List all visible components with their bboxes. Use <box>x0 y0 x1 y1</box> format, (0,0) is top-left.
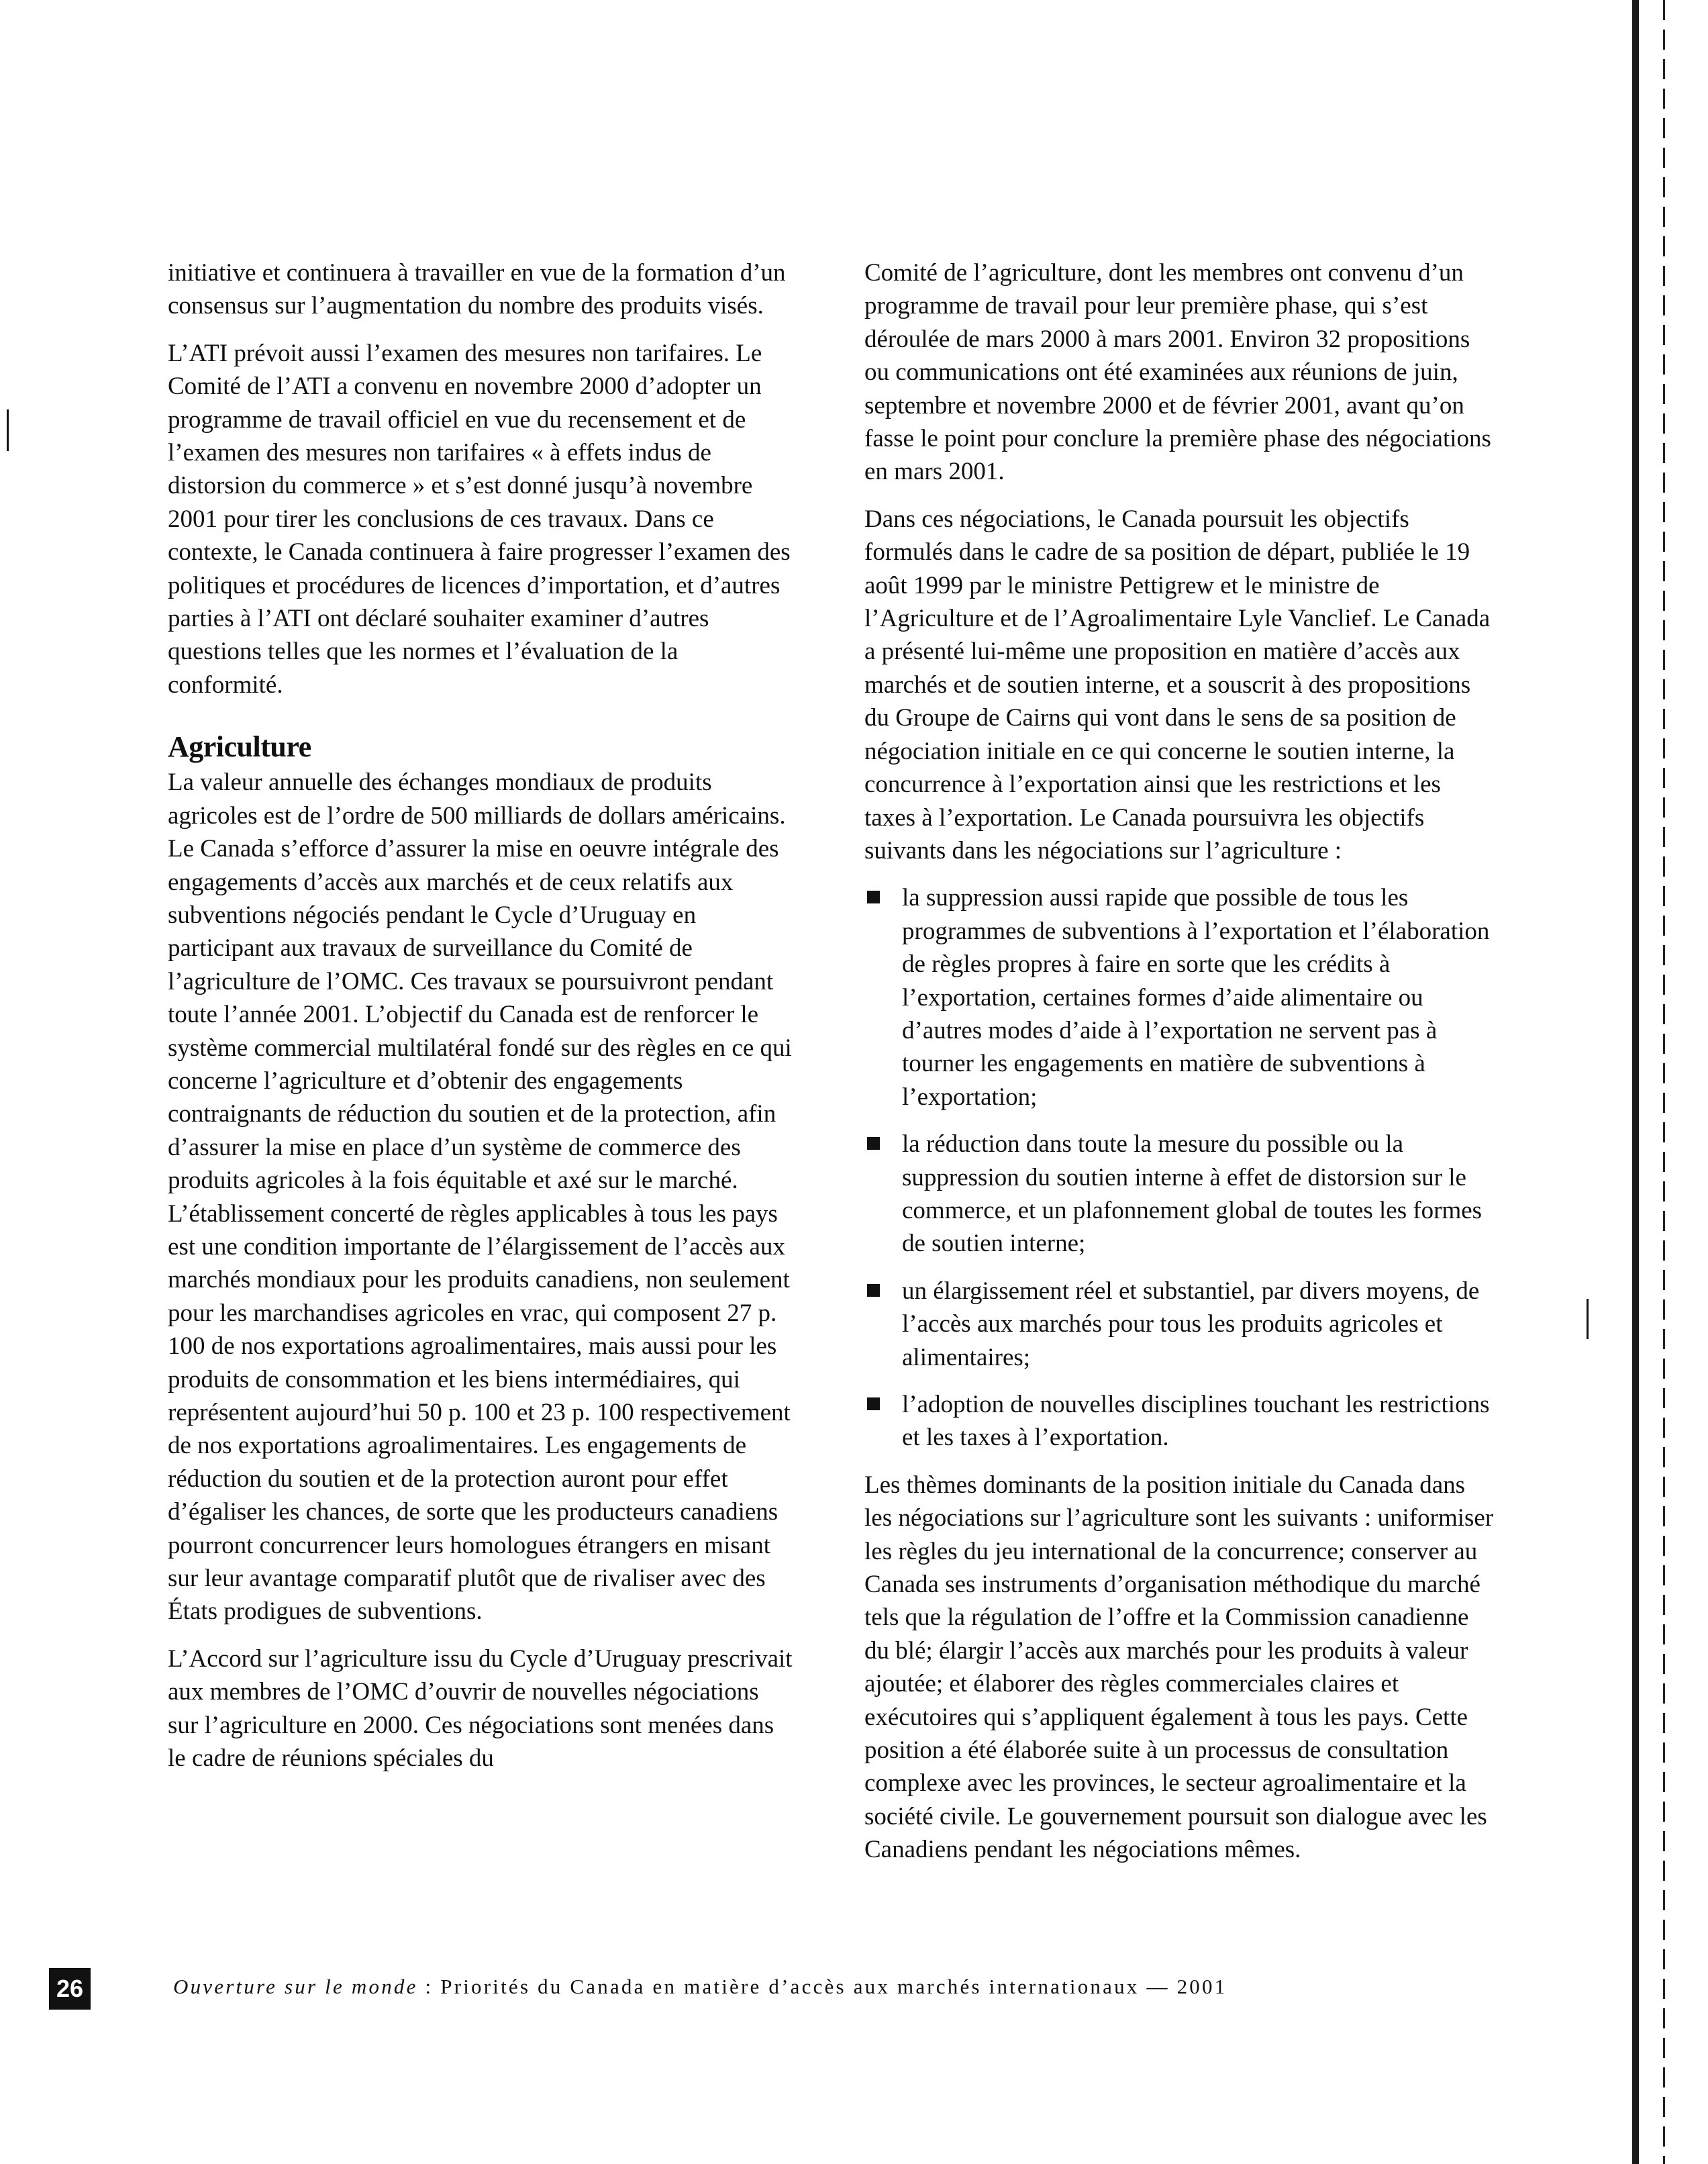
right-column <box>864 256 1495 1881</box>
paragraph-agriculture-trade: La valeur annuelle des échanges mondiaux de produits agricoles est de l’ordre de 500 milliards de dollars américains. Le Canada s’efforce d’assurer la mise en oeuvre intégrale des engagements d’accès aux marchés et de ceux relatifs aux subventions négociés pendant le Cycle d’Uruguay en participant aux travaux de surveillance du Comité de l’agriculture de l’OMC. Ces travaux se poursuivront pendant toute l’année 2001. L’objectif du Canada est de renforcer le système commercial multilatéral fondé sur des règles en ce qui concerne l’agriculture et d’obtenir des engagements contraignants de réduction du soutien et de la protection, afin d’assurer la mise en place d’un système de commerce des produits agricoles à la fois équitable et axé sur le marché. L’établissement concerté de règles applicables à tous les pays est une condition importante de l’élargissement de l’accès aux marchés mondiaux pour les produits canadiens, non seulement pour les marchandises agricoles en vrac, qui composent 27 p. 100 de nos exportations agroalimentaires, mais aussi pour les produits de consommation et les biens intermédiaires, qui représentent aujourd’hui 50 p. 100 et 23 p. 100 respectivement de nos exportations agroalimentaires. Les engagements de réduction du soutien et de la protection auront pour effet d’égaliser les chances, de sorte que les producteurs canadiens pourront concurrencer leurs homologues étrangers en misant sur leur avantage comparatif plutôt que de rivaliser avec des États prodigues de subventions. <box>168 769 792 1626</box>
square-bullet-icon <box>867 1137 880 1150</box>
paragraph-uruguay-accord: L’Accord sur l’agriculture issu du Cycle d’Uruguay prescrivait aux membres de l’OMC d’ouvrir de nouvelles négociations sur l’agriculture en 2000. Ces négociations sont menées dans le cadre de réunions spéciales du <box>168 1644 793 1773</box>
list-item: la réduction dans toute la mesure du possible ou la suppression du soutien interne à effet de distorsion sur le commerce, et un plafonnement global de toutes les formes de soutien interne; <box>864 1128 1495 1261</box>
paragraph-committee-program: Comité de l’agriculture, dont les membres ont convenu d’un programme de travail pour leur première phase, qui s’est déroulée de mars 2000 à mars 2001. Environ 32 propositions ou communications ont été examinées aux réunions de juin, septembre et novembre 2000 et de février 2001, avant qu’on fasse le point pour conclure la première phase des négociations en mars 2001. <box>864 259 1491 486</box>
footer-title-italic: Ouverture sur le monde <box>173 1975 418 1998</box>
footer-title-rest: : Priorités du Canada en matière d’accès aux marchés internationaux — 2001 <box>417 1975 1227 1998</box>
margin-mark-left <box>7 409 9 451</box>
running-footer <box>173 1973 1462 2000</box>
list-item: l’adoption de nouvelles disciplines touchant les restrictions et les taxes à l’exportation. <box>864 1388 1495 1455</box>
objectives-list <box>864 881 1495 1455</box>
page-number: 26 <box>49 1968 91 2010</box>
paragraph-continuation: initiative et continuera à travailler en vue de la formation d’un consensus sur l’augmentation du nombre des produits visés. <box>168 259 786 320</box>
page-edge-dashed-line <box>1663 0 1665 2164</box>
paragraph-dominant-themes: Les thèmes dominants de la position initiale du Canada dans les négociations sur l’agriculture sont les suivants : uniformiser les règles du jeu international de la concurrence; conserver au Canada ses instruments d’organisation méthodique du marché tels que la régulation de l’offre et la Commission canadienne du blé; élargir l’accès aux marchés pour les produits à valeur ajoutée; et élaborer des règles commerciales claires et exécutoires qui s’appliquent également à tous les pays. Cette position a été élaborée suite à un processus de consultation complexe avec les provinces, le secteur agroalimentaire et la société civile. Le gouvernement poursuit son dialogue avec les Canadiens pendant les négociations mêmes. <box>864 1471 1494 1864</box>
square-bullet-icon <box>867 1284 880 1297</box>
paragraph-canada-objectives: Dans ces négociations, le Canada poursuit les objectifs formulés dans le cadre de sa position de départ, publiée le 19 août 1999 par le ministre Pettigrew et le ministre de l’Agriculture et de l’Agroalimentaire Lyle Vanclief. Le Canada a présenté lui-même une proposition en matière d’accès aux marchés et de soutien interne, et a souscrit à des propositions du Groupe de Cairns qui vont dans le sens de sa position de négociation initiale en ce qui concerne le soutien interne, la concurrence à l’exportation ainsi que les restrictions et les taxes à l’exportation. Le Canada poursuivra les objectifs suivants dans les négociations sur l’agriculture : <box>864 505 1491 865</box>
list-item: un élargissement réel et substantiel, par divers moyens, de l’accès aux marchés pour tous les produits agricoles et alimentaires; <box>864 1275 1495 1374</box>
square-bullet-icon <box>867 891 880 903</box>
section-heading-agriculture: Agriculture <box>168 730 311 764</box>
list-item: la suppression aussi rapide que possible de tous les programmes de subventions à l’exportation et l’élaboration de règles propres à faire en sorte que les crédits à l’exportation, certaines formes d’aide alimentaire ou d’autres modes d’aide à l’exportation ne servent pas à tourner les engagements en matière de subventions à l’exportation; <box>864 881 1495 1114</box>
square-bullet-icon <box>867 1397 880 1410</box>
page-edge-shadow <box>1632 0 1639 2164</box>
paragraph-ati-non-tariff: L’ATI prévoit aussi l’examen des mesures non tarifaires. Le Comité de l’ATI a convenu en novembre 2000 d’adopter un programme de travail officiel en vue du recensement et de l’examen des mesures non tarifaires « à effets indus de distorsion du commerce » et s’est donné jusqu’à novembre 2001 pour tirer les conclusions de ces travaux. Dans ce contexte, le Canada continuera à faire progresser l’examen des politiques et procédures de licences d’importation, et d’autres parties à l’ATI ont déclaré souhaiter examiner d’autres questions telles que les normes et l’évaluation de la conformité. <box>168 339 791 699</box>
left-column <box>168 256 793 1789</box>
margin-mark-right <box>1587 1299 1589 1339</box>
